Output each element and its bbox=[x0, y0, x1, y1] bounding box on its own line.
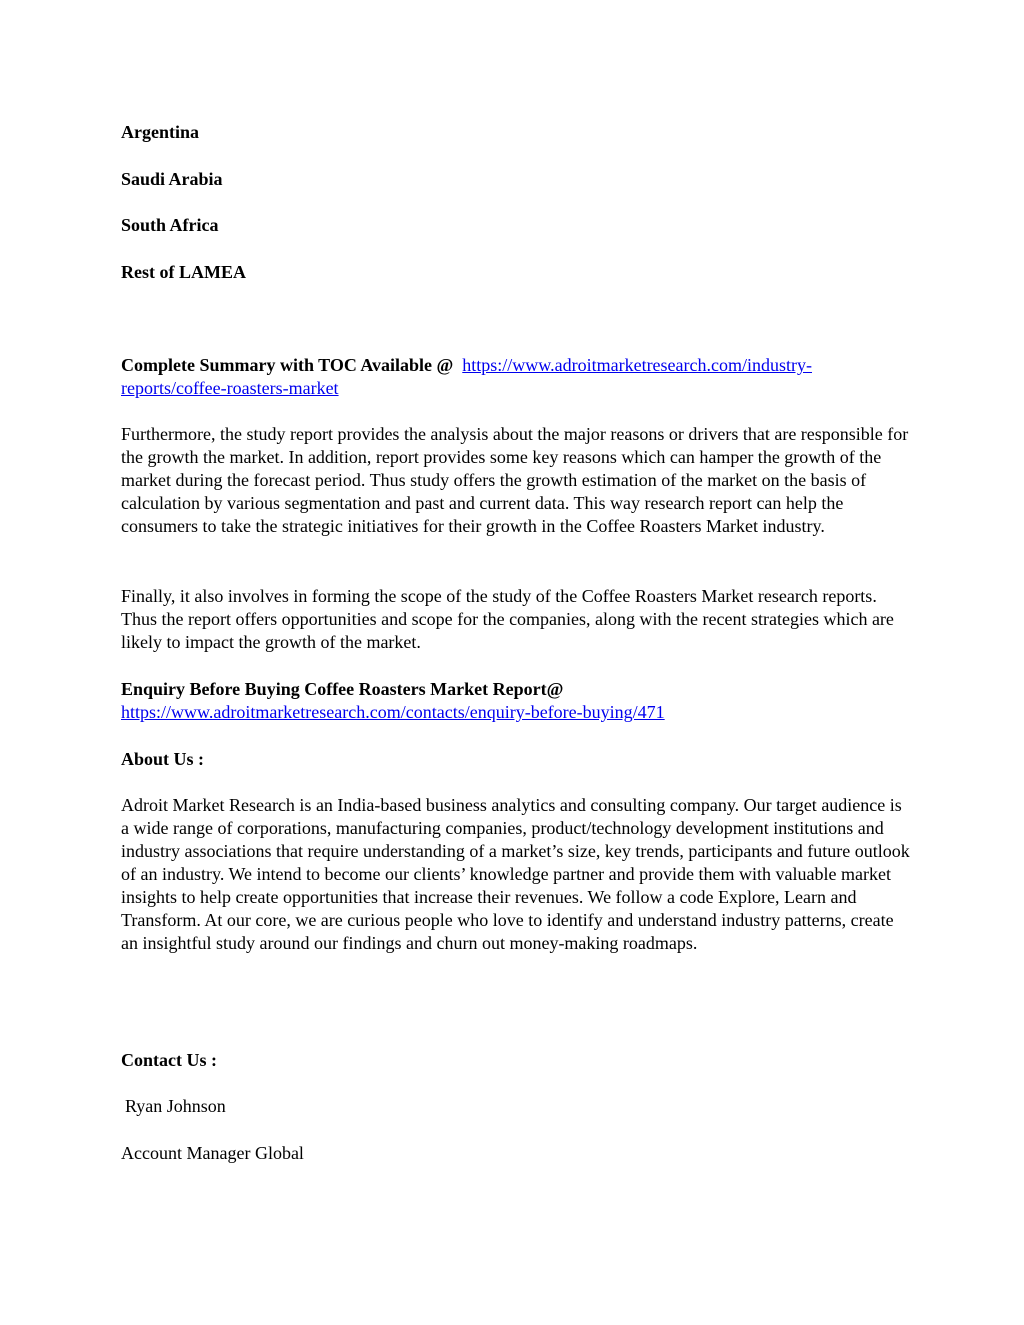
contact-name: Ryan Johnson bbox=[125, 1096, 226, 1116]
region-argentina: Argentina bbox=[121, 122, 199, 142]
paragraph-furthermore: Furthermore, the study report provides the analysis about the major reasons or drivers that are responsible for the growth the market. In addition, report provides some key reasons which can hamper the growth of the market during the forecast period. Thus study offers the growth estimation of the market on the basis of calculation by various segmentation and past and current data. This way research report can help the consumers to take the strategic initiatives for their growth in the Coffee Roasters Market industry. bbox=[121, 424, 909, 536]
region-saudi-arabia: Saudi Arabia bbox=[121, 169, 223, 189]
summary-link[interactable]: https://www.adroitmarketresearch.com/industry-reports/coffee-roasters-market bbox=[121, 355, 812, 398]
contact-heading: Contact Us : bbox=[121, 1050, 217, 1070]
paragraph-finally: Finally, it also involves in forming the scope of the study of the Coffee Roasters Market research reports. Thus the report offers opportunities and scope for the companies, along with the recent strategies which are likely to impact the growth of the market. bbox=[121, 586, 894, 652]
enquiry-label: Enquiry Before Buying Coffee Roasters Market Report@ bbox=[121, 679, 564, 699]
summary-line bbox=[121, 354, 901, 400]
summary-label: Complete Summary with TOC Available @ bbox=[121, 355, 454, 375]
region-south-africa: South Africa bbox=[121, 215, 219, 235]
enquiry-link[interactable]: https://www.adroitmarketresearch.com/contacts/enquiry-before-buying/471 bbox=[121, 702, 665, 722]
region-rest-of-lamea: Rest of LAMEA bbox=[121, 262, 246, 282]
enquiry-block bbox=[121, 678, 911, 724]
about-heading: About Us : bbox=[121, 749, 205, 769]
contact-title: Account Manager Global bbox=[121, 1143, 304, 1163]
about-text: Adroit Market Research is an India-based business analytics and consulting company. Our target audience is a wide range of corporations, manufacturing companies, product/technology development institutions and industry associations that require understanding of a market’s size, key trends, participants and future outlook of an industry. We intend to become our clients’ knowledge partner and provide them with valuable market insights to help create opportunities that increase their revenues. We follow a code Explore, Learn and Transform. At our core, we are curious people who love to identify and understand industry patterns, create an insightful study around our findings and churn out money-making roadmaps. bbox=[121, 795, 910, 953]
